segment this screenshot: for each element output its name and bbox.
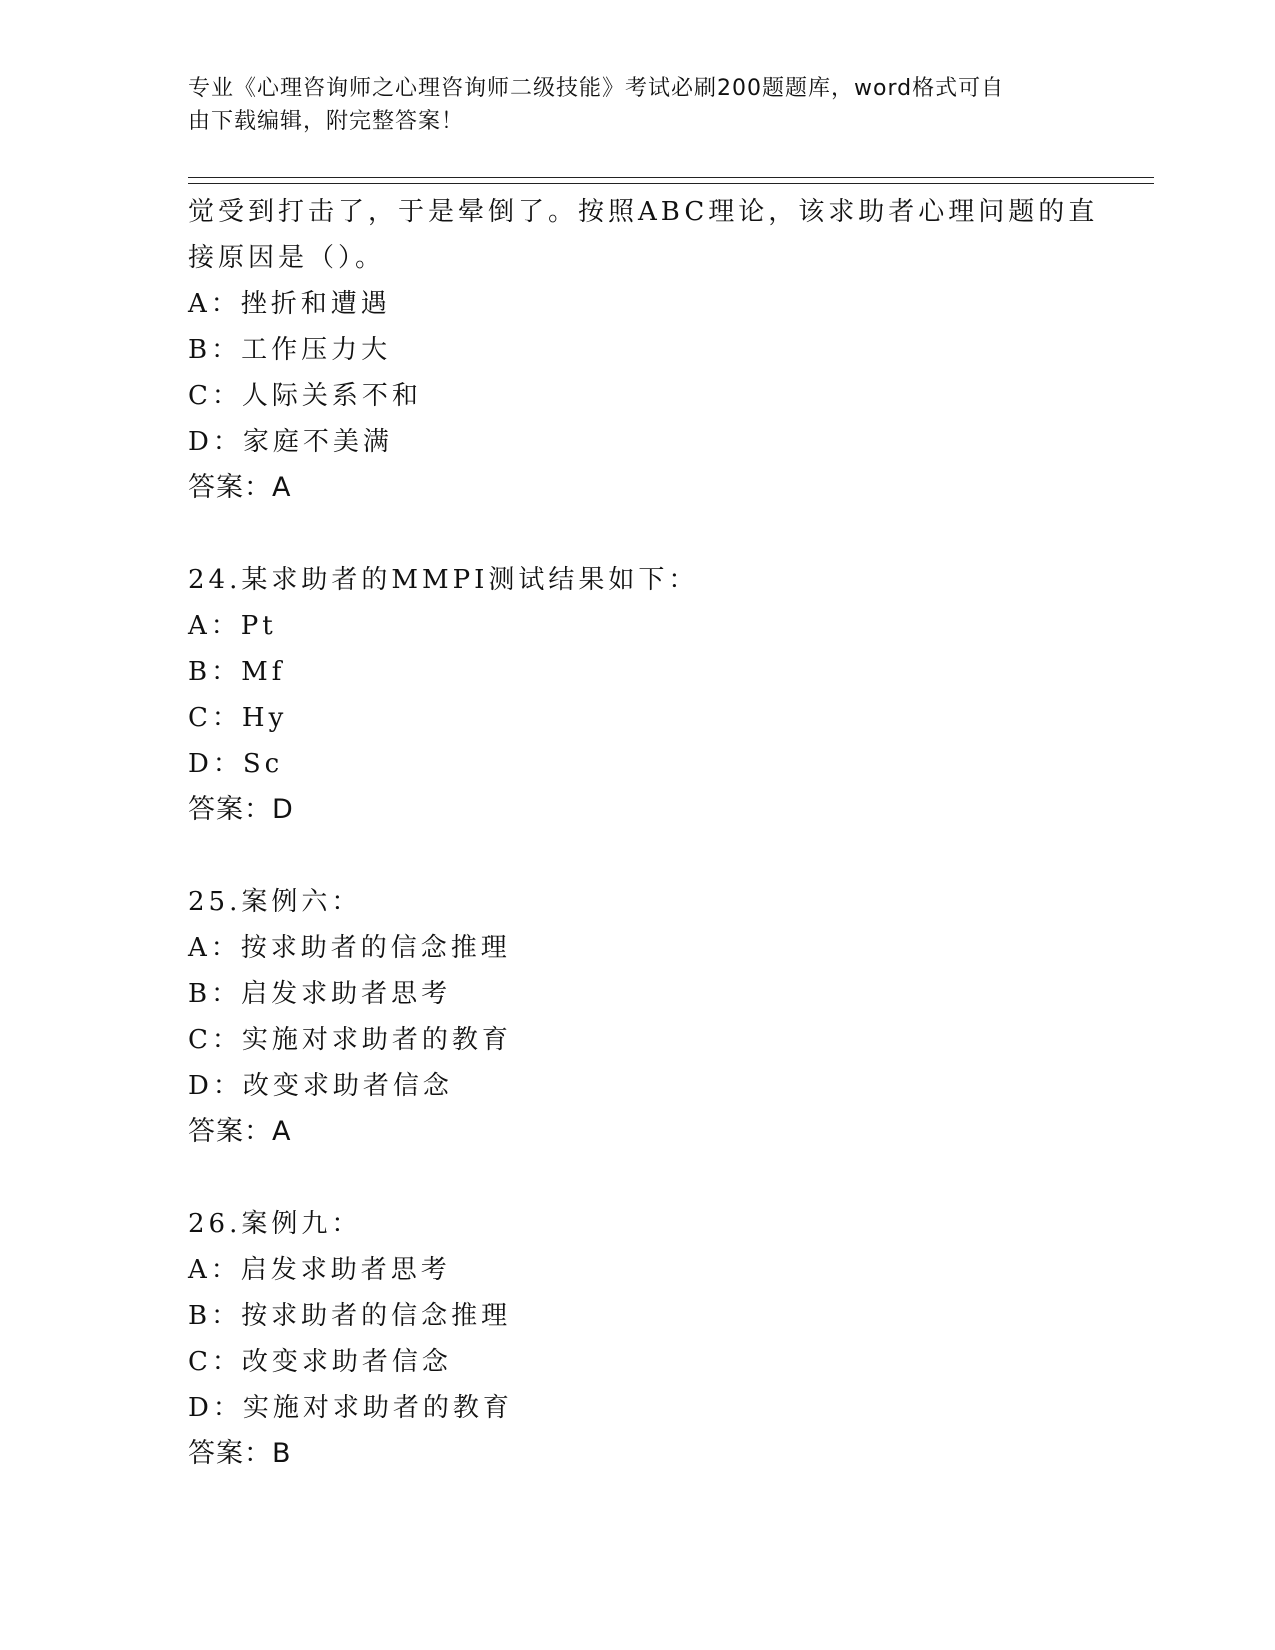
- option-d: D：Sc: [188, 749, 284, 779]
- option-c: C：Hy: [188, 703, 288, 733]
- header-divider-top: [188, 177, 1154, 178]
- option-d: D：家庭不美满: [188, 427, 393, 457]
- question-content: [188, 189, 1099, 1477]
- option-b: B：按求助者的信念推理: [188, 1301, 512, 1331]
- option-c: C：实施对求助者的教育: [188, 1025, 512, 1055]
- option-b: B：启发求助者思考: [188, 979, 452, 1009]
- option-a: A：Pt: [188, 611, 277, 641]
- spacer: [188, 511, 1088, 557]
- answer-line: 答案：D: [188, 794, 294, 825]
- option-a: A：启发求助者思考: [188, 1255, 451, 1285]
- question-stem: 25.案例六：: [188, 887, 362, 917]
- answer-line: 答案：A: [188, 472, 292, 503]
- option-b: B：Mf: [188, 657, 286, 687]
- option-b: B：工作压力大: [188, 335, 392, 365]
- question-stem-line: 觉受到打击了，于是晕倒了。按照ABC理论，该求助者心理问题的直: [188, 197, 1099, 227]
- option-d: D：实施对求助者的教育: [188, 1393, 513, 1423]
- option-d: D：改变求助者信念: [188, 1071, 453, 1101]
- header-line-2: 由下载编辑，附完整答案！: [188, 109, 465, 134]
- option-c: C：改变求助者信念: [188, 1347, 452, 1377]
- question-23-continuation: [188, 189, 1099, 511]
- answer-line: 答案：B: [188, 1438, 292, 1469]
- option-a: A：挫折和遭遇: [188, 289, 391, 319]
- header-divider-bottom: [188, 183, 1154, 184]
- question-stem: 24.某求助者的MMPI测试结果如下：: [188, 565, 699, 595]
- option-a: A：按求助者的信念推理: [188, 933, 511, 963]
- spacer: [188, 1155, 1088, 1201]
- document-header: [188, 72, 1088, 138]
- header-line-1: 专业《心理咨询师之心理咨询师二级技能》考试必刷200题题库，word格式可自: [188, 76, 1005, 101]
- question-stem: 26.案例九：: [188, 1209, 362, 1239]
- question-26: [188, 1201, 1088, 1477]
- question-24: [188, 557, 1088, 833]
- question-25: [188, 879, 1088, 1155]
- spacer: [188, 833, 1088, 879]
- option-c: C：人际关系不和: [188, 381, 422, 411]
- answer-line: 答案：A: [188, 1116, 292, 1147]
- question-stem-line: 接原因是（）。: [188, 243, 386, 273]
